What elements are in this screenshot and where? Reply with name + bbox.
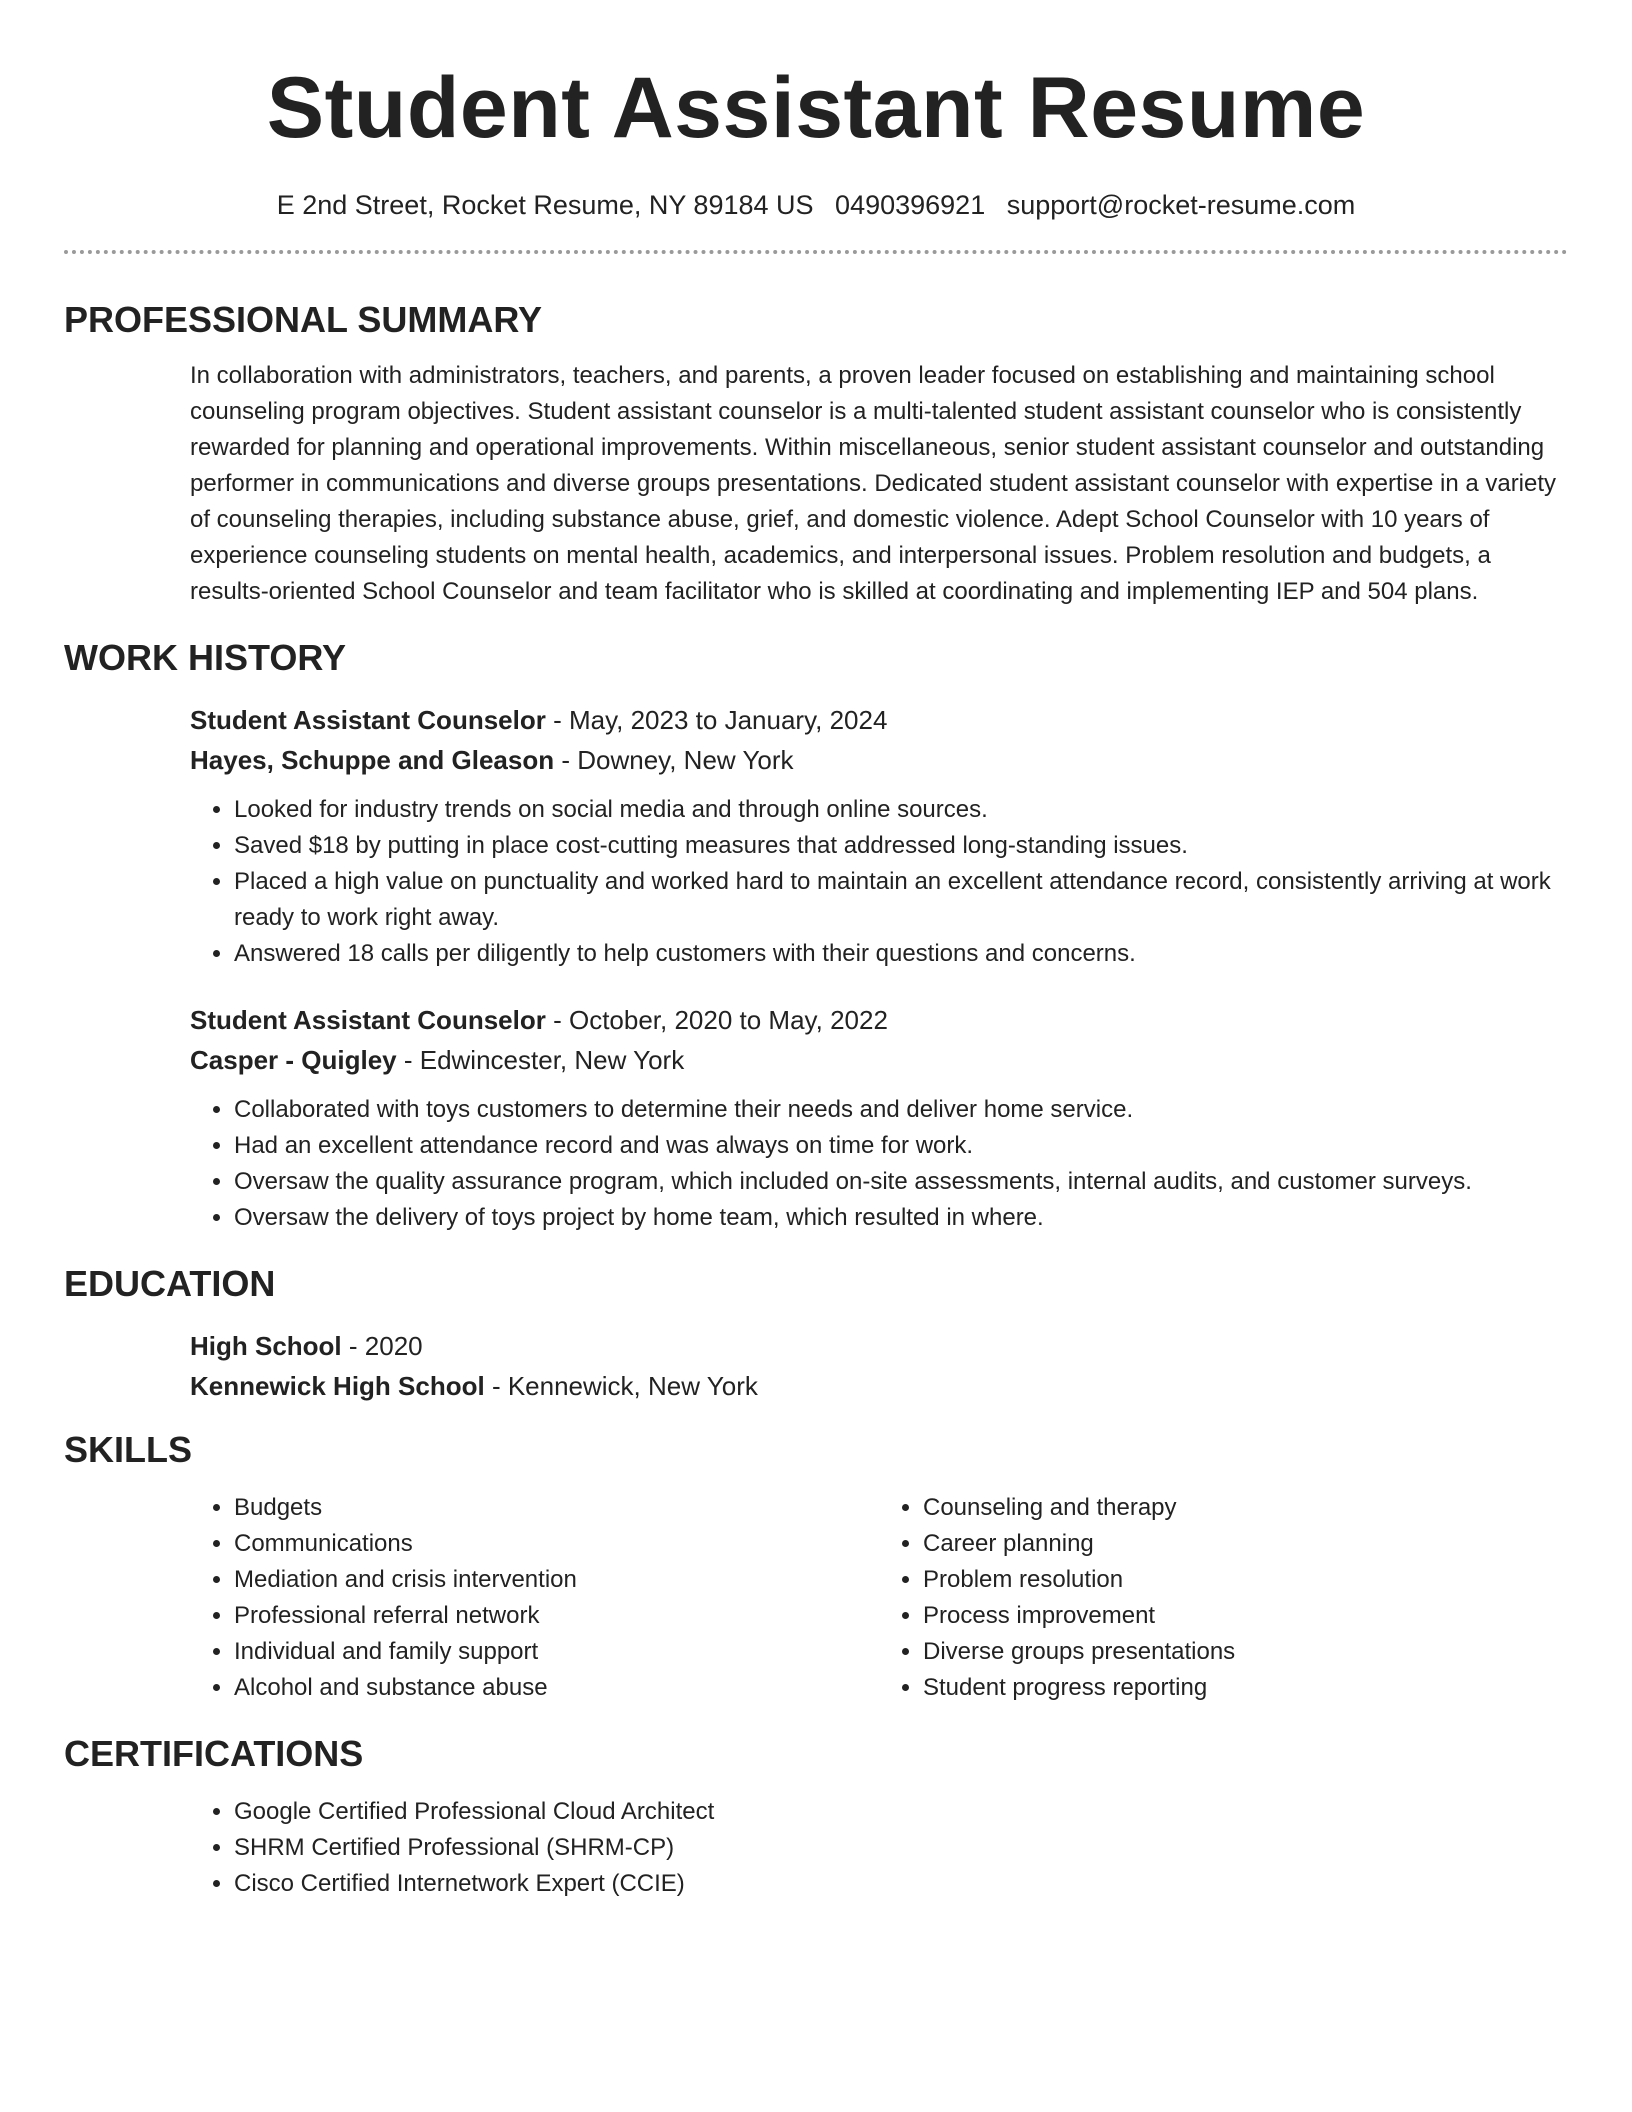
job-entry: [190, 1000, 1568, 1236]
skill-item: • Diverse groups presentations: [923, 1634, 1568, 1670]
job-bullet: • Placed a high value on punctuality and worked hard to maintain an excellent attendance record, consistently arriving at work ready to work right away.: [234, 864, 1568, 936]
skills-columns: [190, 1490, 1568, 1706]
certification-item: • Google Certified Professional Cloud Architect: [234, 1794, 1568, 1830]
skill-item: • Individual and family support: [234, 1634, 879, 1670]
education-location: - Kennewick, New York: [484, 1371, 758, 1401]
job-location: - Downey, New York: [554, 745, 794, 775]
summary-text: In collaboration with administrators, teachers, and parents, a proven leader focused on establishing and maintaining school counseling program objectives. Student assistant counselor is a multi-talented student assistant counselor who is consistently rewarded for planning and operational improvements. Within miscellaneous, senior student assistant counselor and outstanding performer in communications and diverse groups presentations. Dedicated student assistant counselor with expertise in a variety of counseling therapies, including substance abuse, grief, and domestic violence. Adept School Counselor with 10 years of experience counseling students on mental health, academics, and interpersonal issues. Problem resolution and budgets, a results-oriented School Counselor and team facilitator who is skilled at coordinating and implementing IEP and 504 plans.: [190, 362, 1557, 605]
education-section: [64, 1262, 1568, 1406]
job-bullet: • Oversaw the delivery of toys project by home team, which resulted in where.: [234, 1200, 1568, 1236]
section-title-skills: SKILLS: [64, 1429, 193, 1470]
skill-item: • Process improvement: [923, 1598, 1568, 1634]
education-year: - 2020: [341, 1331, 423, 1361]
section-title-summary: PROFESSIONAL SUMMARY: [64, 299, 543, 340]
skills-list-left: [190, 1490, 879, 1706]
job-bullet: • Saved $18 by putting in place cost-cutting measures that addressed long-standing issues.: [234, 828, 1568, 864]
education-degree: High School: [190, 1331, 342, 1361]
skill-item: • Student progress reporting: [923, 1670, 1568, 1706]
education-school-line: [190, 1366, 1568, 1406]
section-title-work: WORK HISTORY: [64, 637, 347, 678]
certifications-list: [190, 1794, 1568, 1902]
job-dates: - October, 2020 to May, 2022: [545, 1005, 888, 1035]
job-bullets: [190, 1092, 1568, 1236]
job-dates: - May, 2023 to January, 2024: [545, 705, 888, 735]
skill-item: • Career planning: [923, 1526, 1568, 1562]
contact-address: E 2nd Street, Rocket Resume, NY 89184 US: [276, 190, 814, 220]
certification-item: • Cisco Certified Internetwork Expert (CCIE): [234, 1866, 1568, 1902]
summary-section: [64, 298, 1568, 610]
job-company-line: [190, 1040, 1568, 1080]
job-company-line: [190, 740, 1568, 780]
header-divider: [64, 250, 1568, 254]
job-bullet: • Answered 18 calls per diligently to help customers with their questions and concerns.: [234, 936, 1568, 972]
education-entry: [190, 1326, 1568, 1406]
section-title-education: EDUCATION: [64, 1263, 276, 1304]
job-role-line: [190, 1000, 1568, 1040]
job-bullet: • Oversaw the quality assurance program, which included on-site assessments, internal audits, and customer surveys.: [234, 1164, 1568, 1200]
job-location: - Edwincester, New York: [396, 1045, 685, 1075]
skills-section: [64, 1428, 1568, 1706]
job-role-line: [190, 700, 1568, 740]
job-entry: [190, 700, 1568, 972]
job-bullets: [190, 792, 1568, 972]
job-bullet: • Had an excellent attendance record and was always on time for work.: [234, 1128, 1568, 1164]
skill-item: • Communications: [234, 1526, 879, 1562]
contact-email: support@rocket-resume.com: [1006, 190, 1356, 220]
certifications-section: [64, 1732, 1568, 1902]
education-school: Kennewick High School: [190, 1371, 485, 1401]
job-company: Casper - Quigley: [190, 1045, 397, 1075]
job-bullet: • Looked for industry trends on social media and through online sources.: [234, 792, 1568, 828]
job-company: Hayes, Schuppe and Gleason: [190, 745, 555, 775]
contact-line: [64, 188, 1568, 222]
skills-list-right: [879, 1490, 1568, 1706]
contact-phone: 0490396921: [835, 190, 986, 220]
skill-item: • Budgets: [234, 1490, 879, 1526]
skill-item: • Mediation and crisis intervention: [234, 1562, 879, 1598]
skill-item: • Problem resolution: [923, 1562, 1568, 1598]
job-bullet: • Collaborated with toys customers to determine their needs and deliver home service.: [234, 1092, 1568, 1128]
skill-item: • Professional referral network: [234, 1598, 879, 1634]
job-role: Student Assistant Counselor: [190, 705, 546, 735]
skill-item: • Counseling and therapy: [923, 1490, 1568, 1526]
section-title-certifications: CERTIFICATIONS: [64, 1733, 364, 1774]
education-degree-line: [190, 1326, 1568, 1366]
skill-item: • Alcohol and substance abuse: [234, 1670, 879, 1706]
resume-title: Student Assistant Resume: [266, 60, 1366, 156]
certification-item: • SHRM Certified Professional (SHRM-CP): [234, 1830, 1568, 1866]
job-role: Student Assistant Counselor: [190, 1005, 546, 1035]
work-section: [64, 636, 1568, 1236]
certifications-block: [190, 1794, 1568, 1902]
